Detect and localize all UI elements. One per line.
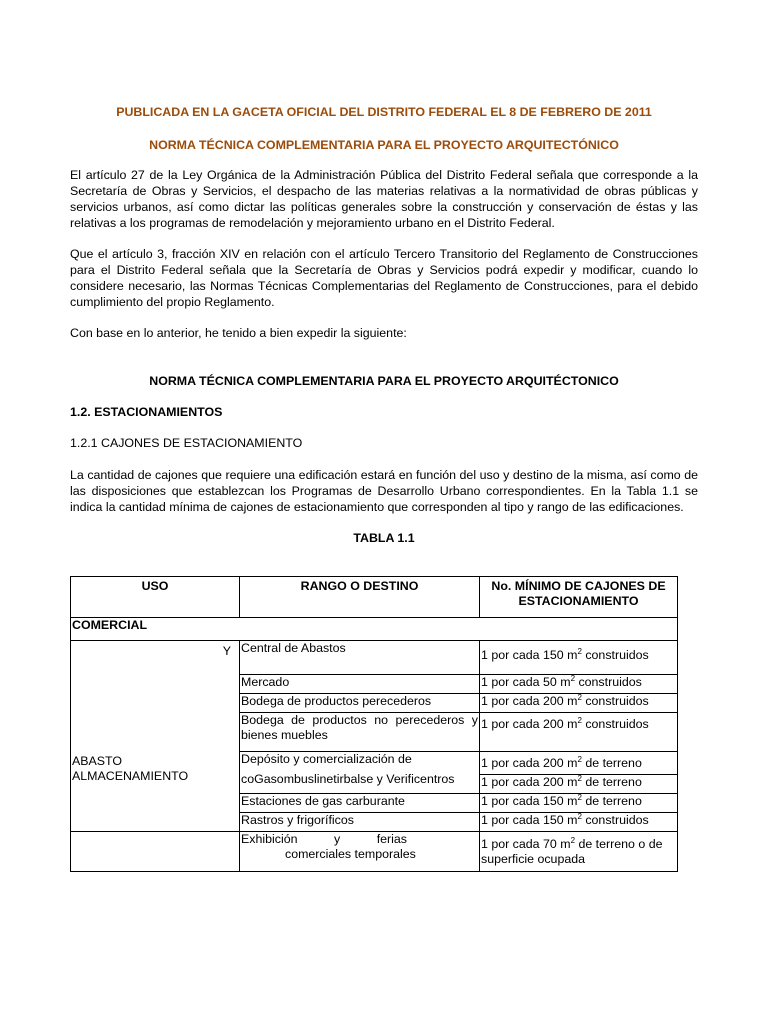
uso-y-connector: Y (222, 644, 231, 658)
destino-line-2: bienes muebles (241, 728, 328, 742)
uso-abasto: ABASTO (72, 754, 123, 768)
destino-cell: Mercado (240, 675, 480, 694)
minimo-cell: 1 por cada 200 $m^2$ de terreno (480, 775, 678, 794)
minimo-cell: 1 por cada 200 $m^2$ construidos (480, 694, 678, 713)
destino-cell: Rastros y frigoríficos (240, 813, 480, 832)
destino-cell (240, 752, 480, 794)
destino-cell: Central de Abastos (240, 641, 480, 675)
intro-paragraph-3: Con base en lo anterior, he tenido a bien expedir la siguiente: (70, 326, 407, 340)
destino-cell: Bodega de productos perecederos (240, 694, 480, 713)
minimo-line-2: superficie ocupada (481, 852, 586, 866)
destino-line-1: Depósito y comercialización de (241, 752, 412, 766)
parking-table (70, 576, 678, 872)
subsection-heading: 1.2.1 CAJONES DE ESTACIONAMIENTO (70, 436, 303, 450)
minimo-cell: 1 por cada 70 $m^2$ de terreno o de superficie ocupada (480, 832, 678, 872)
minimo-cell: 1 por cada 50 $m^2$ construidos (480, 675, 678, 694)
destino-line-1: Bodega de productos no perecederos y (241, 713, 478, 727)
minimo-cell: 1 por cada 200 $m^2$ construidos (480, 713, 678, 752)
destino-cell (240, 713, 480, 752)
header-minimo: No. MÍNIMO DE CAJONES DE ESTACIONAMIENTO (480, 577, 678, 618)
norma-heading: NORMA TÉCNICA COMPLEMENTARIA PARA EL PROYECTO ARQUITÉCTONICO (149, 374, 619, 388)
publication-line: PUBLICADA EN LA GACETA OFICIAL DEL DISTRITO FEDERAL EL 8 DE FEBRERO DE 2011 (116, 105, 652, 119)
minimo-cell: 1 por cada 150 $m^2$ construidos (480, 641, 678, 675)
uso-cell (71, 641, 240, 832)
table-header-row (71, 577, 678, 618)
destino-line-1: Exhibición y ferias (241, 832, 407, 846)
uso-almacenamiento: ALMACENAMIENTO (72, 769, 189, 783)
table-row (71, 641, 678, 675)
table-row (71, 832, 678, 872)
document-title: NORMA TÉCNICA COMPLEMENTARIA PARA EL PROYECTO ARQUITECTÓNICO (149, 138, 619, 152)
table-spacer-cell (71, 832, 240, 872)
table-caption: TABLA 1.1 (353, 531, 415, 545)
destino-cell: Estaciones de gas carburante (240, 794, 480, 813)
destino-line-2: comerciales temporales (285, 847, 416, 861)
section-heading: 1.2. ESTACIONAMIENTOS (70, 405, 223, 419)
intro-paragraph-2: Que el artículo 3, fracción XIV en relación con el artículo Tercero Transitorio del Reglamento de Construcciones para el Distrito Federal señala que la Secretaría de Obras y Servicios podrá expedir y modificar, cuando lo considere necesario, las Normas Técnicas Complementarias del Reglamento de Construcciones, para el debido cumplimiento del propio Reglamento. (70, 247, 698, 309)
minimo-cell: 1 por cada 200 $m^2$ de terreno (480, 752, 678, 775)
table-section-row (71, 618, 678, 641)
body-paragraph: La cantidad de cajones que requiere una edificación estará en función del uso y destino de la misma, así como de las disposiciones que establezcan los Programas de Desarrollo Urbano correspondientes. En la Tabla 1.1 se indica la cantidad mínima de cajones de estacionamiento que corresponden al tipo y rango de las edificaciones. (70, 468, 698, 514)
destino-cell (240, 832, 480, 872)
header-rango: RANGO O DESTINO (240, 577, 480, 618)
destino-line-2: coGasombuslinetirbalse y Verificentros (241, 772, 455, 786)
header-uso: USO (71, 577, 240, 618)
minimo-cell: 1 por cada 150 $m^2$ construidos (480, 813, 678, 832)
intro-paragraph-1: El artículo 27 de la Ley Orgánica de la Administración Pública del Distrito Federal señala que corresponde a la Secretaría de Obras y Servicios, el despacho de las materias relativas a la normatividad de obras públicas y servicios urbanos, así como dictar las políticas generales sobre la construcción y conservación de éstas y las relativas a los programas de remodelación y mejoramiento urbano en el Distrito Federal. (70, 168, 698, 230)
minimo-cell: 1 por cada 150 $m^2$ de terreno (480, 794, 678, 813)
section-label: COMERCIAL (71, 618, 678, 641)
